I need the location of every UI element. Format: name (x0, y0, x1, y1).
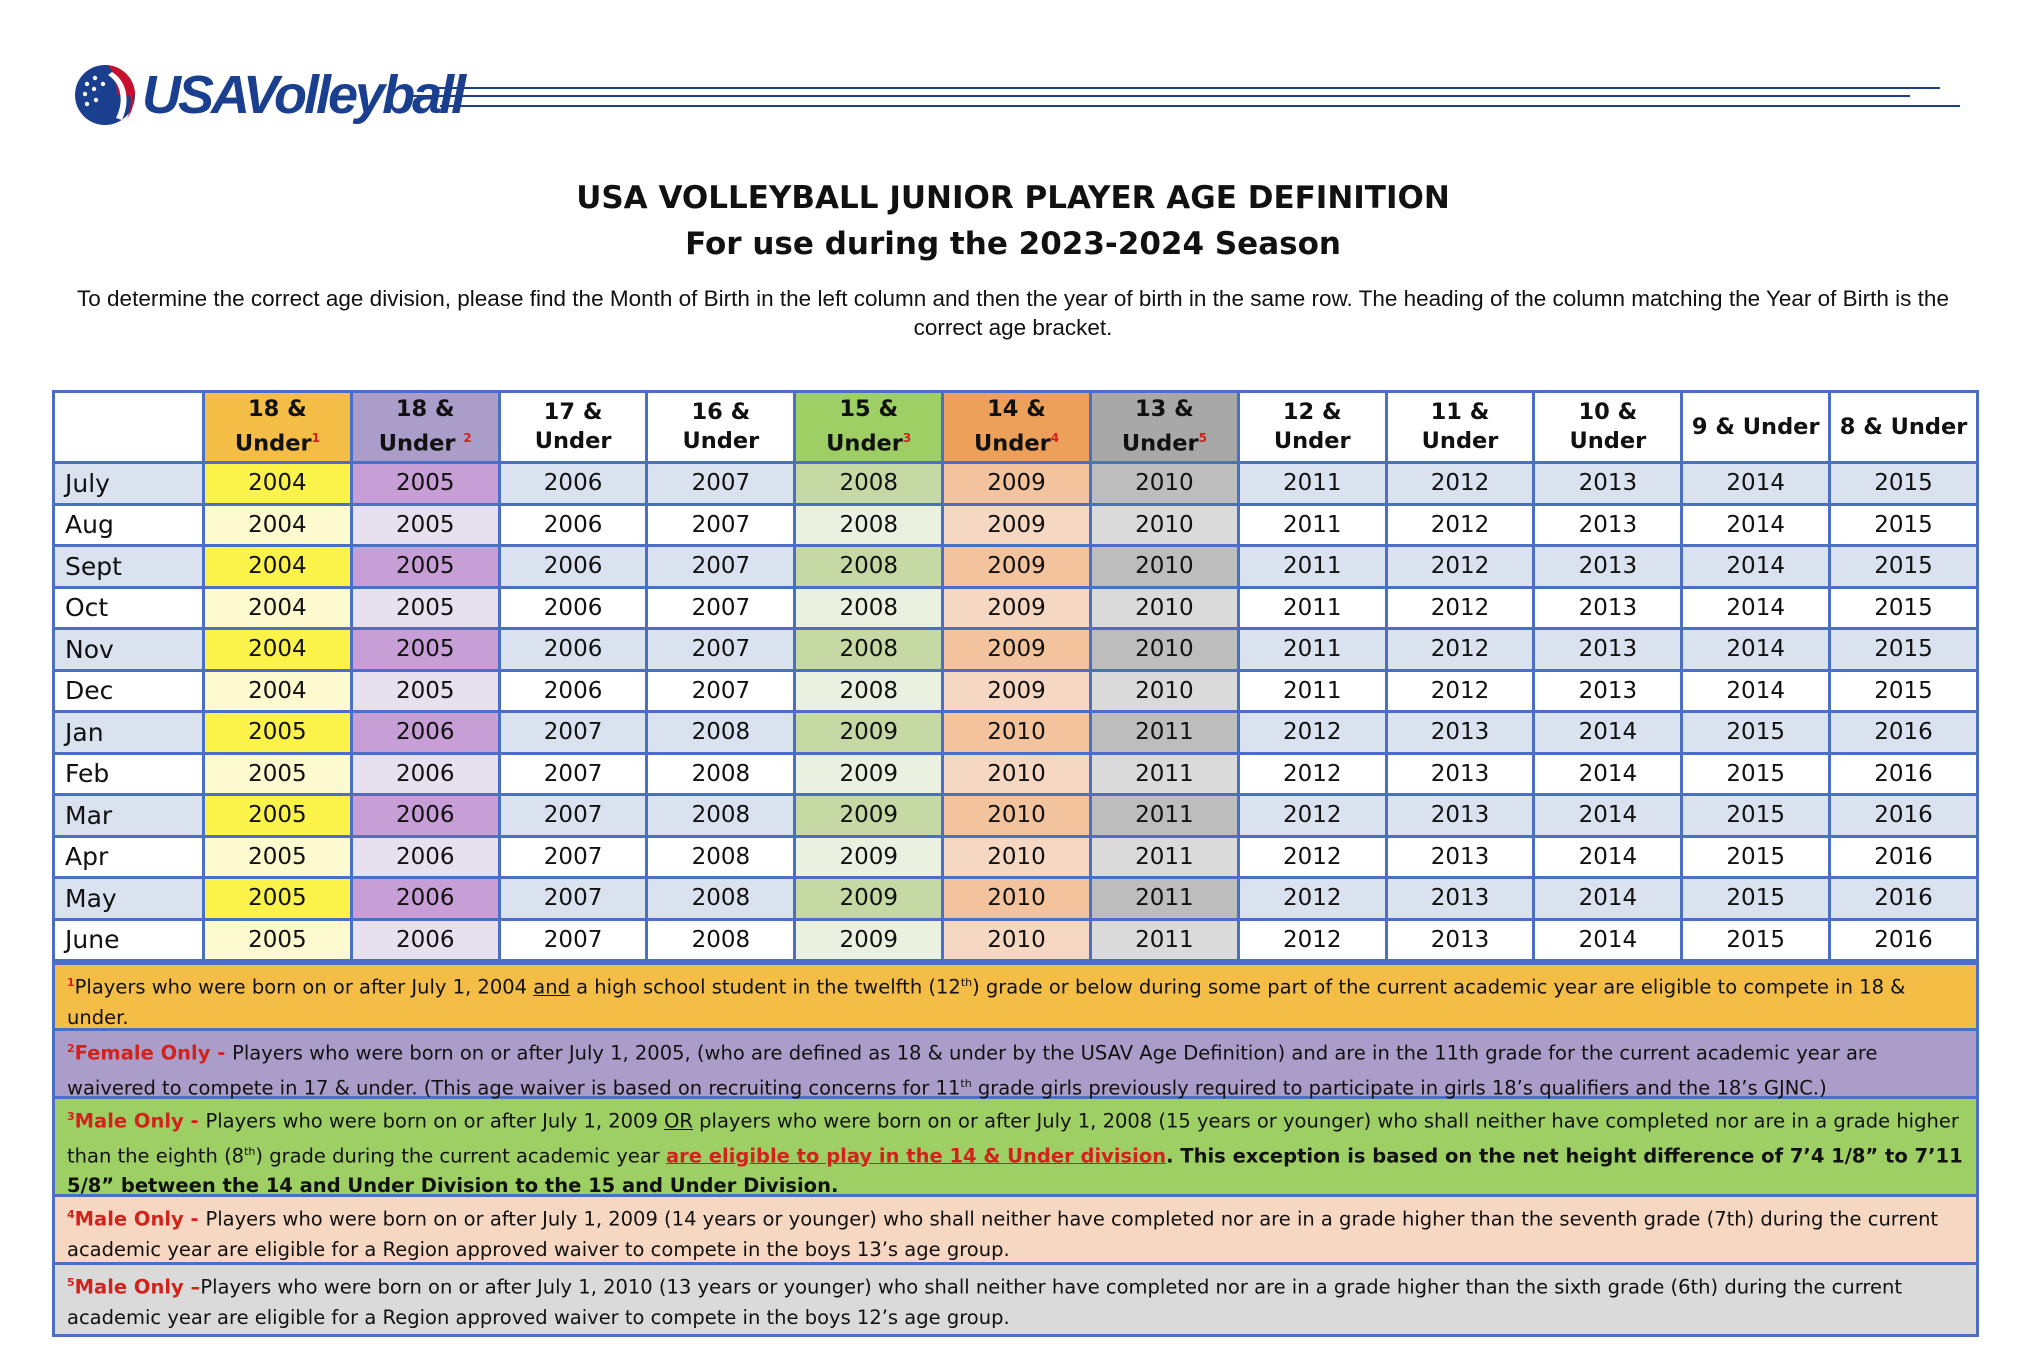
year-cell: 2009 (795, 712, 943, 754)
year-cell: 2016 (1830, 919, 1978, 961)
year-cell: 2007 (647, 504, 795, 546)
header-12-under: 12 & Under (1238, 392, 1386, 463)
year-cell: 2009 (795, 836, 943, 878)
year-cell: 2013 (1386, 836, 1534, 878)
year-cell: 2009 (943, 463, 1091, 505)
year-cell: 2009 (795, 795, 943, 837)
year-cell: 2016 (1830, 712, 1978, 754)
year-cell: 2004 (204, 629, 352, 671)
year-cell: 2009 (943, 670, 1091, 712)
month-cell: Mar (54, 795, 204, 837)
year-cell: 2011 (1090, 712, 1238, 754)
year-cell: 2013 (1386, 795, 1534, 837)
header-16-under: 16 & Under (647, 392, 795, 463)
month-cell: June (54, 919, 204, 961)
year-cell: 2004 (204, 587, 352, 629)
year-cell: 2015 (1682, 919, 1830, 961)
age-definition-table (52, 390, 1979, 962)
month-cell: Apr (54, 836, 204, 878)
year-cell: 2016 (1830, 795, 1978, 837)
year-cell: 2008 (647, 836, 795, 878)
year-cell: 2005 (351, 463, 499, 505)
year-cell: 2012 (1238, 919, 1386, 961)
year-cell: 2004 (204, 670, 352, 712)
year-cell: 2013 (1534, 587, 1682, 629)
header-month (54, 392, 204, 463)
month-cell: Jan (54, 712, 204, 754)
usa-volleyball-logo (72, 58, 463, 132)
year-cell: 2007 (647, 463, 795, 505)
footnotes (52, 962, 1979, 1337)
year-cell: 2005 (351, 587, 499, 629)
year-cell: 2015 (1830, 670, 1978, 712)
year-cell: 2015 (1830, 504, 1978, 546)
year-cell: 2011 (1238, 587, 1386, 629)
table-row (54, 919, 1978, 961)
year-cell: 2015 (1682, 712, 1830, 754)
instructions-text: To determine the correct age division, please find the Month of Birth in the left column and then the year of birth in the same row. The heading of the column matching the Year of Birth is the correct age bracket. (77, 286, 1949, 340)
month-cell: May (54, 878, 204, 920)
year-cell: 2009 (795, 753, 943, 795)
month-cell: July (54, 463, 204, 505)
year-cell: 2011 (1090, 919, 1238, 961)
page-subtitle: For use during the 2023-2024 Season (685, 226, 1341, 262)
year-cell: 2010 (943, 753, 1091, 795)
year-cell: 2015 (1830, 546, 1978, 588)
header-17-under: 17 & Under (499, 392, 647, 463)
year-cell: 2008 (795, 504, 943, 546)
year-cell: 2005 (204, 712, 352, 754)
table-row (54, 795, 1978, 837)
year-cell: 2012 (1238, 878, 1386, 920)
year-cell: 2011 (1238, 670, 1386, 712)
year-cell: 2011 (1090, 836, 1238, 878)
year-cell: 2015 (1682, 878, 1830, 920)
year-cell: 2016 (1830, 836, 1978, 878)
month-cell: Feb (54, 753, 204, 795)
header-10-under: 10 & Under (1534, 392, 1682, 463)
year-cell: 2005 (204, 753, 352, 795)
year-cell: 2010 (1090, 504, 1238, 546)
header-8-under: 8 & Under (1830, 392, 1978, 463)
year-cell: 2015 (1830, 587, 1978, 629)
year-cell: 2006 (351, 712, 499, 754)
year-cell: 2006 (499, 670, 647, 712)
year-cell: 2011 (1090, 795, 1238, 837)
year-cell: 2004 (204, 546, 352, 588)
header-rule-lines (410, 84, 1960, 114)
year-cell: 2006 (499, 587, 647, 629)
year-cell: 2011 (1238, 463, 1386, 505)
table-row (54, 463, 1978, 505)
year-cell: 2012 (1238, 795, 1386, 837)
year-cell: 2013 (1386, 878, 1534, 920)
year-cell: 2005 (351, 629, 499, 671)
year-cell: 2006 (351, 919, 499, 961)
year-cell: 2007 (499, 753, 647, 795)
footnote-4: $^4$Male Only - Players who were born on or after July 1, 2009 (14 years or younger) who shall neither have completed nor are in a grade higher than the seventh grade (7th) during the current academic year are eligible for a Region approved waiver to compete in the boys 13’s age group. (52, 1197, 1979, 1265)
year-cell: 2010 (1090, 629, 1238, 671)
table-row (54, 546, 1978, 588)
year-cell: 2008 (647, 753, 795, 795)
year-cell: 2011 (1238, 504, 1386, 546)
year-cell: 2015 (1682, 753, 1830, 795)
month-cell: Aug (54, 504, 204, 546)
year-cell: 2013 (1386, 753, 1534, 795)
year-cell: 2015 (1830, 463, 1978, 505)
table-row (54, 712, 1978, 754)
table-header-row (54, 392, 1978, 463)
year-cell: 2007 (499, 712, 647, 754)
month-cell: Sept (54, 546, 204, 588)
year-cell: 2005 (204, 795, 352, 837)
year-cell: 2007 (647, 546, 795, 588)
year-cell: 2008 (647, 795, 795, 837)
year-cell: 2014 (1682, 504, 1830, 546)
logo-wordmark: USAVolleyball (142, 65, 464, 125)
year-cell: 2006 (499, 546, 647, 588)
year-cell: 2007 (499, 795, 647, 837)
year-cell: 2014 (1534, 878, 1682, 920)
year-cell: 2005 (351, 670, 499, 712)
year-cell: 2014 (1534, 753, 1682, 795)
year-cell: 2013 (1386, 919, 1534, 961)
table-row (54, 670, 1978, 712)
year-cell: 2014 (1682, 629, 1830, 671)
year-cell: 2008 (647, 878, 795, 920)
year-cell: 2012 (1386, 629, 1534, 671)
table-row (54, 504, 1978, 546)
year-cell: 2016 (1830, 878, 1978, 920)
year-cell: 2005 (204, 919, 352, 961)
year-cell: 2015 (1682, 795, 1830, 837)
year-cell: 2009 (943, 629, 1091, 671)
year-cell: 2009 (795, 919, 943, 961)
year-cell: 2007 (499, 878, 647, 920)
year-cell: 2013 (1386, 712, 1534, 754)
year-cell: 2008 (795, 463, 943, 505)
year-cell: 2007 (499, 836, 647, 878)
table-row (54, 878, 1978, 920)
year-cell: 2009 (943, 546, 1091, 588)
year-cell: 2015 (1682, 836, 1830, 878)
year-cell: 2014 (1682, 670, 1830, 712)
header-13-under: 13 & Under$^5$ (1090, 392, 1238, 463)
year-cell: 2009 (795, 878, 943, 920)
year-cell: 2008 (647, 919, 795, 961)
year-cell: 2010 (1090, 587, 1238, 629)
footnote-3: $^3$Male Only - Players who were born on or after July 1, 2009 OR players who were born on or after July 1, 2008 (15 years or younger) who shall neither have completed nor are in a grade higher than the eighth (8th) grade during the current academic year are eligible to play in the 14 & Under division. This exception is based on the net height difference of 7’4 1/8” to 7’11 5/8” between the 14 and Under Division to the 15 and Under Division. (52, 1099, 1979, 1197)
footnote-1: $^1$Players who were born on or after July 1, 2004 and a high school student in the twelfth (12th) grade or below during some part of the current academic year are eligible to compete in 18 & under. (52, 962, 1979, 1031)
month-cell: Dec (54, 670, 204, 712)
year-cell: 2006 (351, 795, 499, 837)
header-11-under: 11 & Under (1386, 392, 1534, 463)
year-cell: 2014 (1534, 836, 1682, 878)
header-18-under-1: 18 & Under$^1$ (204, 392, 352, 463)
year-cell: 2004 (204, 463, 352, 505)
year-cell: 2013 (1534, 629, 1682, 671)
footnote-5: $^5$Male Only –Players who were born on or after July 1, 2010 (13 years or younger) who shall neither have completed nor are in a grade higher than the sixth grade (6th) during the current academic year are eligible for a Region approved waiver to compete in the boys 12’s age group. (52, 1265, 1979, 1337)
year-cell: 2008 (795, 587, 943, 629)
header-15-under: 15 & Under$^3$ (795, 392, 943, 463)
year-cell: 2012 (1386, 463, 1534, 505)
year-cell: 2008 (795, 629, 943, 671)
year-cell: 2013 (1534, 504, 1682, 546)
year-cell: 2008 (795, 546, 943, 588)
year-cell: 2007 (647, 629, 795, 671)
year-cell: 2013 (1534, 546, 1682, 588)
year-cell: 2006 (351, 878, 499, 920)
year-cell: 2006 (499, 504, 647, 546)
year-cell: 2016 (1830, 753, 1978, 795)
year-cell: 2010 (943, 878, 1091, 920)
header-18-under-2: 18 & Under $^2$ (351, 392, 499, 463)
table-row (54, 587, 1978, 629)
page-title: USA VOLLEYBALL JUNIOR PLAYER AGE DEFINITION (576, 180, 1450, 216)
year-cell: 2014 (1534, 919, 1682, 961)
year-cell: 2011 (1238, 629, 1386, 671)
year-cell: 2006 (351, 753, 499, 795)
year-cell: 2010 (943, 795, 1091, 837)
year-cell: 2012 (1386, 670, 1534, 712)
year-cell: 2014 (1534, 795, 1682, 837)
year-cell: 2007 (647, 587, 795, 629)
year-cell: 2014 (1682, 546, 1830, 588)
table-row (54, 836, 1978, 878)
year-cell: 2014 (1682, 463, 1830, 505)
year-cell: 2008 (795, 670, 943, 712)
year-cell: 2012 (1238, 836, 1386, 878)
year-cell: 2008 (647, 712, 795, 754)
year-cell: 2004 (204, 504, 352, 546)
header-9-under: 9 & Under (1682, 392, 1830, 463)
month-cell: Nov (54, 629, 204, 671)
footnote-2: $^2$Female Only - Players who were born on or after July 1, 2005, (who are defined as 18 & under by the USAV Age Definition) and are in the 11th grade for the current academic year are waivered to compete in 17 & under. (This age waiver is based on recruiting concerns for 11th grade girls previously required to participate in girls 18’s qualifiers and the 18’s GJNC.) (52, 1031, 1979, 1099)
year-cell: 2012 (1386, 504, 1534, 546)
year-cell: 2007 (499, 919, 647, 961)
year-cell: 2005 (351, 504, 499, 546)
year-cell: 2010 (1090, 670, 1238, 712)
year-cell: 2012 (1238, 712, 1386, 754)
table-row (54, 753, 1978, 795)
year-cell: 2007 (647, 670, 795, 712)
year-cell: 2009 (943, 587, 1091, 629)
year-cell: 2006 (499, 463, 647, 505)
year-cell: 2005 (204, 836, 352, 878)
table-row (54, 629, 1978, 671)
year-cell: 2010 (943, 712, 1091, 754)
volleyball-flag-icon (72, 62, 138, 128)
year-cell: 2011 (1090, 753, 1238, 795)
month-cell: Oct (54, 587, 204, 629)
year-cell: 2010 (943, 836, 1091, 878)
header-14-under: 14 & Under$^4$ (943, 392, 1091, 463)
year-cell: 2010 (943, 919, 1091, 961)
year-cell: 2010 (1090, 546, 1238, 588)
year-cell: 2012 (1238, 753, 1386, 795)
year-cell: 2015 (1830, 629, 1978, 671)
year-cell: 2014 (1682, 587, 1830, 629)
year-cell: 2012 (1386, 546, 1534, 588)
year-cell: 2006 (351, 836, 499, 878)
year-cell: 2006 (499, 629, 647, 671)
year-cell: 2005 (351, 546, 499, 588)
year-cell: 2011 (1090, 878, 1238, 920)
year-cell: 2012 (1386, 587, 1534, 629)
year-cell: 2005 (204, 878, 352, 920)
year-cell: 2009 (943, 504, 1091, 546)
table-body (54, 463, 1978, 961)
year-cell: 2013 (1534, 670, 1682, 712)
year-cell: 2013 (1534, 463, 1682, 505)
year-cell: 2014 (1534, 712, 1682, 754)
year-cell: 2010 (1090, 463, 1238, 505)
year-cell: 2011 (1238, 546, 1386, 588)
